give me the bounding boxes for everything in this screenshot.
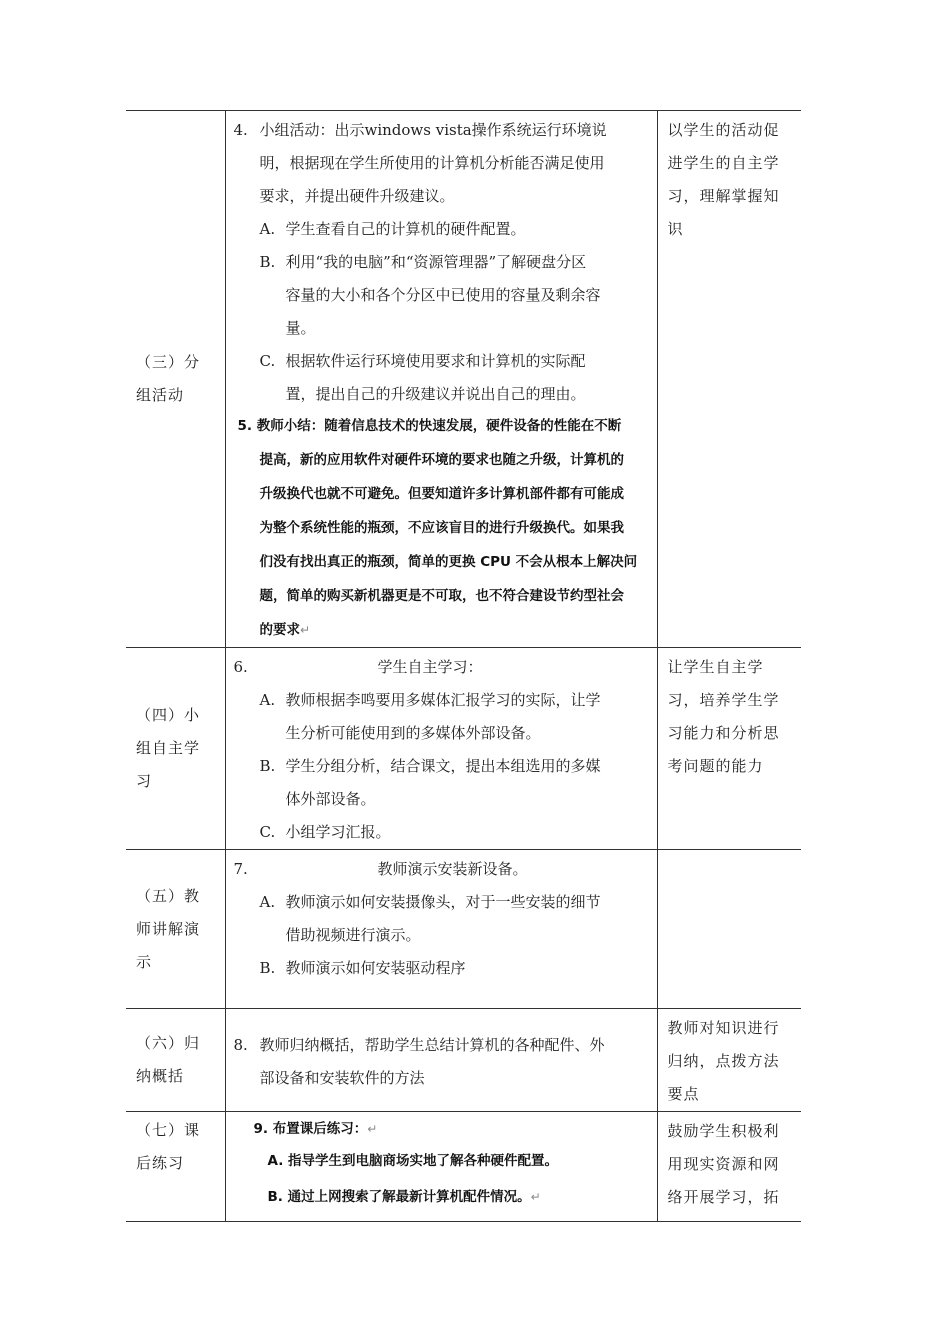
text-line: 9. 布置课后练习： bbox=[253, 1121, 368, 1137]
text-line: 借助视频进行演示。 bbox=[285, 926, 421, 944]
item-number: 7. bbox=[233, 860, 248, 878]
goal-line: 要点 bbox=[667, 1085, 700, 1103]
text-line: 根据软件运行环境使用要求和计算机的实际配 bbox=[285, 352, 586, 370]
stage-label: （五）教 bbox=[136, 886, 201, 905]
text-line: 量。 bbox=[285, 319, 316, 337]
goal-line: 让学生自主学 bbox=[667, 658, 764, 676]
goal-cell bbox=[657, 648, 801, 850]
text-line: A. 指导学生到电脑商场实地了解各种硬件配置。 bbox=[267, 1153, 559, 1169]
goal-line: 习能力和分析思 bbox=[667, 724, 780, 742]
content-cell bbox=[225, 648, 657, 850]
content-cell bbox=[225, 850, 657, 1009]
stage-label: 纳概括 bbox=[136, 1067, 185, 1085]
goal-line: 归纳，点拨方法 bbox=[667, 1052, 780, 1070]
table-row bbox=[126, 111, 801, 648]
item-number: 6. bbox=[233, 658, 248, 676]
text-line: 升级换代也就不可避免。但要知道许多计算机部件都有可能成 bbox=[259, 486, 624, 502]
stage-label: 组自主学 bbox=[136, 739, 201, 757]
text-line: 小组学习汇报。 bbox=[285, 823, 391, 841]
table-row bbox=[126, 1009, 801, 1112]
goal-line: 以学生的活动促 bbox=[667, 121, 780, 139]
content-cell bbox=[225, 111, 657, 648]
text-line: 提高，新的应用软件对硬件环境的要求也随之升级，计算机的 bbox=[259, 452, 624, 468]
text-line: 利用“我的电脑”和“资源管理器”了解硬盘分区 bbox=[285, 253, 587, 271]
goal-cell bbox=[657, 850, 801, 1009]
goal-line: 考问题的能力 bbox=[667, 757, 764, 775]
text-line: 教师根据李鸣要用多媒体汇报学习的实际，让学 bbox=[285, 691, 601, 709]
item-letter: C. bbox=[259, 352, 276, 370]
homework-item-b bbox=[234, 1179, 649, 1215]
stage-label: （四）小 bbox=[136, 706, 201, 724]
lesson-plan-table bbox=[126, 110, 801, 1222]
text-line: 要求，并提出硬件升级建议。 bbox=[259, 187, 455, 205]
text-line: 小组活动：出示windows vista操作系统运行环境说 bbox=[259, 121, 607, 139]
stage-label: （七）课 bbox=[136, 1121, 201, 1139]
goal-cell bbox=[657, 111, 801, 648]
text-line: 明，根据现在学生所使用的计算机分析能否满足使用 bbox=[259, 154, 605, 172]
text-line: 的要求 bbox=[259, 622, 300, 638]
list-item bbox=[234, 114, 649, 213]
list-item bbox=[234, 952, 649, 985]
item-letter: A. bbox=[259, 220, 276, 238]
list-item bbox=[234, 1029, 649, 1095]
text-line-last bbox=[234, 613, 649, 647]
list-item bbox=[234, 816, 649, 849]
item-number: 8. bbox=[233, 1035, 248, 1054]
goal-line: 用现实资源和网 bbox=[667, 1155, 780, 1173]
text-line: 教师归纳概括，帮助学生总结计算机的各种配件、外 bbox=[259, 1035, 605, 1054]
stage-label: 师讲解演 bbox=[136, 919, 201, 938]
text-line: 为整个系统性能的瓶颈，不应该盲目的进行升级换代。如果我 bbox=[259, 520, 624, 536]
list-item bbox=[234, 213, 649, 246]
stage-cell bbox=[126, 1009, 225, 1112]
goal-line: 络开展学习，拓 bbox=[667, 1188, 780, 1206]
homework-block bbox=[234, 1115, 649, 1215]
goal-line: 习，培养学生学 bbox=[667, 691, 780, 709]
text-line: 容量的大小和各个分区中已使用的容量及剩余容 bbox=[285, 286, 601, 304]
list-item bbox=[234, 853, 649, 886]
text-line: 体外部设备。 bbox=[285, 790, 376, 808]
goal-line: 识 bbox=[667, 220, 684, 238]
table-row bbox=[126, 648, 801, 850]
item-letter: B. bbox=[259, 253, 276, 271]
goal-cell bbox=[657, 1009, 801, 1112]
goal-line: 习，理解掌握知 bbox=[667, 187, 780, 205]
list-item bbox=[234, 684, 649, 750]
list-item bbox=[234, 345, 649, 411]
text-line: 学生查看自己的计算机的硬件配置。 bbox=[285, 220, 526, 238]
homework-head bbox=[234, 1115, 649, 1143]
list-item bbox=[234, 651, 649, 684]
text-line: 部设备和安装软件的方法 bbox=[259, 1068, 425, 1087]
text-line: 生分析可能使用到的多媒体外部设备。 bbox=[285, 724, 541, 742]
stage-label: 后练习 bbox=[136, 1154, 185, 1172]
stage-label: 示 bbox=[136, 952, 153, 971]
text-line: 5. 教师小结：随着信息技术的快速发展，硬件设备的性能在不断 bbox=[237, 418, 622, 434]
text-line: 学生自主学习： bbox=[377, 658, 483, 676]
item-number: 4. bbox=[233, 121, 248, 139]
content-cell bbox=[225, 1112, 657, 1222]
stage-cell bbox=[126, 850, 225, 1009]
goal-cell bbox=[657, 1112, 801, 1222]
table-row bbox=[126, 850, 801, 1009]
text-line: 教师演示如何安装驱动程序 bbox=[285, 959, 466, 977]
stage-label: （六）归 bbox=[136, 1034, 201, 1052]
text-line: 们没有找出真正的瓶颈，简单的更换 CPU 不会从根本上解决问 bbox=[259, 554, 638, 570]
text-line: 置，提出自己的升级建议并说出自己的理由。 bbox=[285, 385, 586, 403]
item-letter: C. bbox=[259, 823, 276, 841]
text-line: B. 通过上网搜索了解最新计算机配件情况。 bbox=[267, 1189, 531, 1205]
return-mark-icon: ↵ bbox=[367, 1122, 378, 1136]
list-item bbox=[234, 886, 649, 952]
content-cell bbox=[225, 1009, 657, 1112]
text-line: 教师演示安装新设备。 bbox=[377, 860, 528, 878]
teacher-summary bbox=[234, 409, 649, 647]
return-mark-icon: ↵ bbox=[300, 623, 311, 637]
stage-label: 组活动 bbox=[136, 386, 185, 404]
text-line: 学生分组分析，结合课文，提出本组选用的多媒 bbox=[285, 757, 601, 775]
stage-cell bbox=[126, 111, 225, 648]
stage-label: 习 bbox=[136, 772, 153, 790]
table-row bbox=[126, 1112, 801, 1222]
item-letter: B. bbox=[259, 757, 276, 775]
list-item bbox=[234, 750, 649, 816]
list-item bbox=[234, 246, 649, 345]
goal-line: 进学生的自主学 bbox=[667, 154, 780, 172]
stage-cell bbox=[126, 648, 225, 850]
stage-cell bbox=[126, 1112, 225, 1222]
stage-label: （三）分 bbox=[136, 353, 201, 371]
text-line: 教师演示如何安装摄像头，对于一些安装的细节 bbox=[285, 893, 601, 911]
goal-line: 教师对知识进行 bbox=[667, 1019, 780, 1037]
text-line: 题，简单的购买新机器更是不可取，也不符合建设节约型社会 bbox=[259, 588, 624, 604]
return-mark-icon: ↵ bbox=[530, 1190, 541, 1204]
item-letter: A. bbox=[259, 691, 276, 709]
item-letter: B. bbox=[259, 959, 276, 977]
goal-line: 鼓励学生积极利 bbox=[667, 1122, 780, 1140]
item-letter: A. bbox=[259, 893, 276, 911]
